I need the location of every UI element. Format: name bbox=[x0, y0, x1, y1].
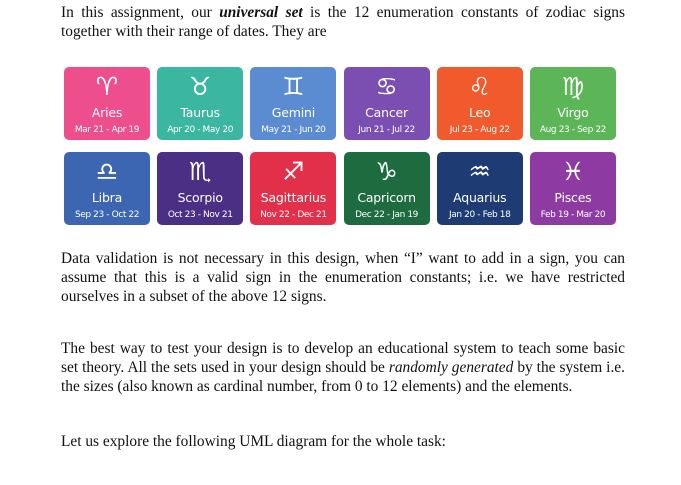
uml-intro-paragraph: Let us explore the following UML diagram for the whole task: bbox=[61, 433, 446, 450]
taurus-symbol-icon: ♉︎ bbox=[188, 72, 212, 101]
libra-symbol-icon: ♎︎ bbox=[95, 157, 119, 186]
sign-dates: Jun 21 - Jul 22 bbox=[358, 125, 415, 135]
virgo-symbol-icon: ♍︎ bbox=[561, 72, 585, 101]
sign-name: Scorpio bbox=[177, 190, 223, 205]
sign-tile-gemini bbox=[250, 67, 336, 140]
sign-dates: Sep 23 - Oct 22 bbox=[74, 210, 140, 220]
sign-name: Aries bbox=[91, 105, 123, 120]
sign-dates: Dec 22 - Jan 19 bbox=[355, 210, 418, 220]
validation-paragraph: Data validation is not necessary in this design, when “I” want to add in a sign, you can assume that this is a valid sign in the enumeration constants; i.e. we have restricted ourselves in a subset of the above 12 signs. bbox=[61, 250, 625, 305]
zodiac-grid bbox=[64, 67, 616, 225]
intro-text-after: is the 12 enumeration constants of zodiac signs together with their range of dates. They are bbox=[61, 4, 625, 40]
sign-tile-capricorn bbox=[344, 152, 430, 225]
leo-symbol-icon: ♌︎ bbox=[468, 72, 491, 101]
sign-name: Cancer bbox=[365, 105, 408, 120]
testing-text-before: The best way to test your design is to develop an educational system to teach some basic set theory. All the sets used in your design should be bbox=[61, 340, 625, 376]
sign-dates: Aug 23 - Sep 22 bbox=[539, 125, 606, 135]
pisces-symbol-icon: ♓︎ bbox=[561, 157, 585, 186]
sign-dates: Oct 23 - Nov 21 bbox=[167, 210, 233, 220]
sign-tile-taurus bbox=[157, 67, 243, 140]
sign-name: Gemini bbox=[271, 105, 315, 120]
capricorn-symbol-icon: ♑︎ bbox=[375, 157, 398, 186]
intro-text-before: In this assignment, our bbox=[61, 4, 220, 21]
sign-name: Capricorn bbox=[357, 190, 416, 205]
sign-name: Leo bbox=[469, 105, 491, 120]
sign-name: Libra bbox=[91, 190, 123, 205]
sign-tile-cancer bbox=[344, 67, 430, 140]
sign-name: Taurus bbox=[180, 105, 220, 120]
aries-symbol-icon: ♈︎ bbox=[95, 72, 119, 101]
cancer-symbol-icon: ♋︎ bbox=[375, 72, 398, 101]
sagittarius-symbol-icon: ♐︎ bbox=[282, 157, 305, 186]
sign-name: Pisces bbox=[554, 190, 592, 205]
sign-dates: May 21 - Jun 20 bbox=[261, 125, 326, 135]
testing-paragraph bbox=[61, 339, 625, 396]
sign-tile-leo bbox=[437, 67, 523, 140]
sign-name: Aquarius bbox=[453, 190, 507, 205]
scorpio-symbol-icon: ♏︎ bbox=[188, 157, 212, 186]
testing-emphasis: randomly generated bbox=[388, 359, 514, 376]
intro-paragraph bbox=[61, 3, 625, 41]
sign-name: Virgo bbox=[557, 105, 589, 120]
sign-dates: Nov 22 - Dec 21 bbox=[260, 210, 327, 220]
sign-tile-virgo bbox=[530, 67, 616, 140]
gemini-symbol-icon: ♊︎ bbox=[282, 72, 305, 101]
intro-emphasis: universal set bbox=[219, 4, 303, 21]
sign-dates: Apr 20 - May 20 bbox=[167, 125, 234, 135]
sign-dates: Feb 19 - Mar 20 bbox=[540, 210, 606, 220]
sign-tile-scorpio bbox=[157, 152, 243, 225]
sign-dates: Jul 23 - Aug 22 bbox=[449, 125, 510, 135]
sign-tile-aquarius bbox=[437, 152, 523, 225]
sign-tile-sagittarius bbox=[250, 152, 336, 225]
sign-tile-libra bbox=[64, 152, 150, 225]
testing-text-after: by the system i.e. the sizes (also known as cardinal number, from 0 to 12 elements) and the elements. bbox=[61, 359, 625, 395]
sign-name: Sagittarius bbox=[260, 190, 327, 205]
sign-tile-aries bbox=[64, 67, 150, 140]
sign-tile-pisces bbox=[530, 152, 616, 225]
sign-dates: Jan 20 - Feb 18 bbox=[449, 210, 511, 220]
sign-dates: Mar 21 - Apr 19 bbox=[74, 125, 140, 135]
aquarius-symbol-icon: ♒︎ bbox=[468, 157, 491, 186]
